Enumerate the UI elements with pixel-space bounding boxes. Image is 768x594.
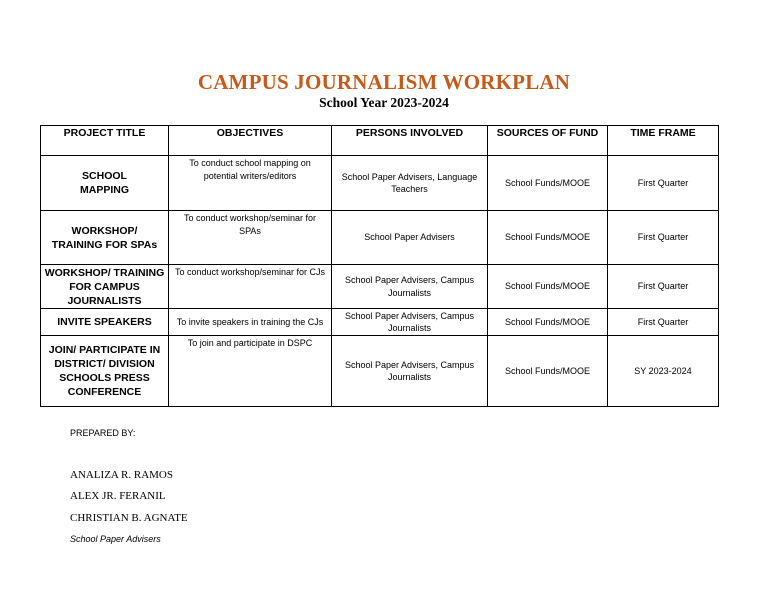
time-frame-cell: First Quarter bbox=[608, 156, 719, 211]
project-title-cell bbox=[41, 336, 169, 407]
header-persons-involved: PERSONS INVOLVED bbox=[332, 126, 488, 156]
project-title-cell bbox=[41, 156, 169, 211]
time-frame-cell: First Quarter bbox=[608, 265, 719, 309]
project-title-text: WORKSHOP/ TRAINING FOR SPAs bbox=[51, 224, 158, 251]
fund-cell: School Funds/MOOE bbox=[488, 336, 608, 407]
persons-cell: School Paper Advisers, Campus Journalists bbox=[332, 336, 488, 407]
signatory-name: CHRISTIAN B. AGNATE bbox=[70, 512, 188, 524]
project-title-text: JOIN/ PARTICIPATE IN DISTRICT/ DIVISION SCHOOLS PRESS CONFERENCE bbox=[48, 344, 161, 398]
signatory-role: School Paper Advisers bbox=[70, 534, 161, 544]
objective-cell: To invite speakers in training the CJs bbox=[169, 309, 332, 336]
project-title-text: WORKSHOP/ TRAINING FOR CAMPUS JOURNALISTS bbox=[44, 266, 165, 307]
time-frame-cell: First Quarter bbox=[608, 309, 719, 336]
fund-cell: School Funds/MOOE bbox=[488, 156, 608, 211]
objective-cell: To conduct school mapping on potential writers/editors bbox=[169, 156, 332, 211]
table-header-row bbox=[41, 126, 719, 156]
persons-cell: School Paper Advisers bbox=[332, 211, 488, 265]
persons-cell: School Paper Advisers, Campus Journalists bbox=[332, 309, 488, 336]
header-project-title: PROJECT TITLE bbox=[41, 126, 169, 156]
project-title-cell: INVITE SPEAKERS bbox=[41, 309, 169, 336]
workplan-table bbox=[40, 125, 719, 407]
table-row bbox=[41, 211, 719, 265]
time-frame-cell: First Quarter bbox=[608, 211, 719, 265]
project-title-text: SCHOOL MAPPING bbox=[79, 170, 129, 196]
persons-cell: School Paper Advisers, Campus Journalists bbox=[332, 265, 488, 309]
project-title-cell bbox=[41, 211, 169, 265]
objective-cell: To conduct workshop/seminar for CJs bbox=[169, 265, 332, 309]
signatory-name: ALEX JR. FERANIL bbox=[70, 490, 166, 502]
fund-cell: School Funds/MOOE bbox=[488, 309, 608, 336]
persons-cell: School Paper Advisers, Language Teachers bbox=[332, 156, 488, 211]
table-row bbox=[41, 309, 719, 336]
prepared-by-label: PREPARED BY: bbox=[70, 428, 136, 438]
fund-cell: School Funds/MOOE bbox=[488, 265, 608, 309]
project-title-cell bbox=[41, 265, 169, 309]
objective-cell: To join and participate in DSPC bbox=[169, 336, 332, 407]
document-subtitle: School Year 2023-2024 bbox=[319, 95, 449, 110]
objective-cell: To conduct workshop/seminar for SPAs bbox=[169, 211, 332, 265]
header-time-frame: TIME FRAME bbox=[608, 126, 719, 156]
header-objectives: OBJECTIVES bbox=[169, 126, 332, 156]
document-title: CAMPUS JOURNALISM WORKPLAN bbox=[197, 70, 571, 94]
header-sources-of-fund: SOURCES OF FUND bbox=[488, 126, 608, 156]
table-row bbox=[41, 336, 719, 407]
time-frame-cell: SY 2023-2024 bbox=[608, 336, 719, 407]
signatory-name: ANALIZA R. RAMOS bbox=[70, 469, 173, 481]
table-row bbox=[41, 265, 719, 309]
table-row bbox=[41, 156, 719, 211]
fund-cell: School Funds/MOOE bbox=[488, 211, 608, 265]
